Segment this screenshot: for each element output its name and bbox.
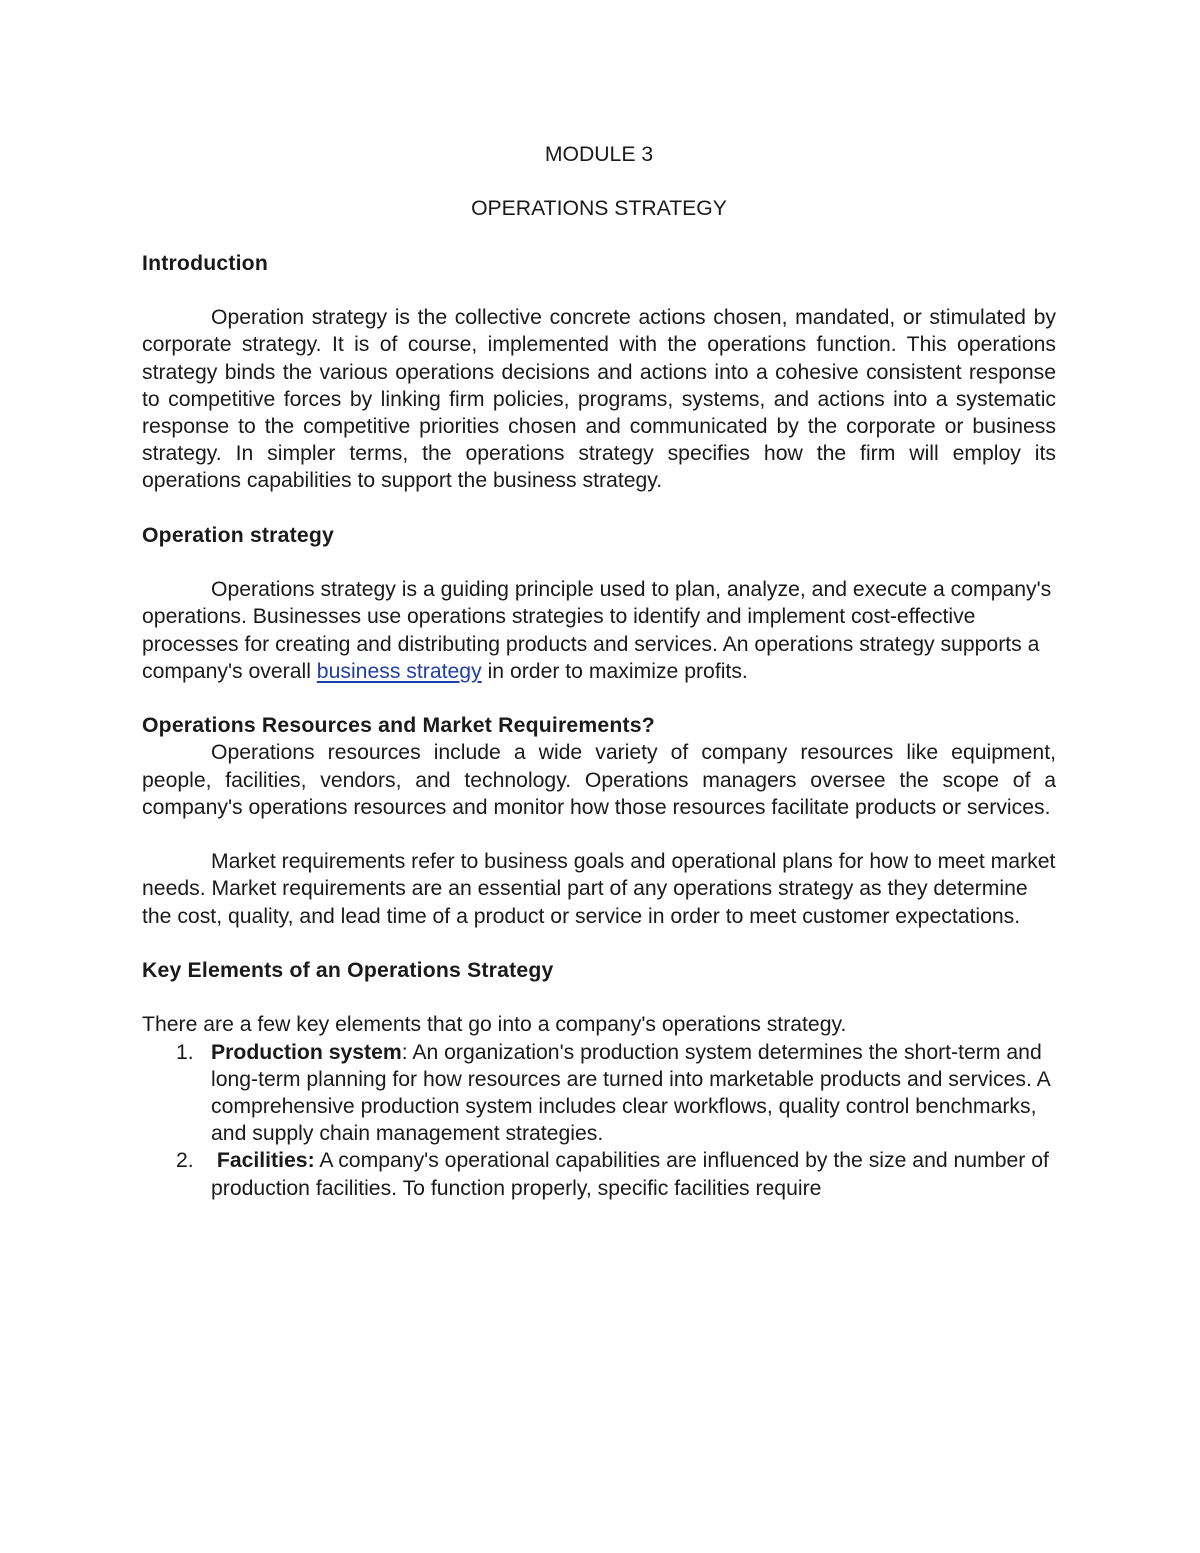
list-item-text: A company's operational capabilities are influenced by the size and number of production facilities. To function properly, specific facilities require (211, 1149, 1049, 1200)
operation-strategy-text-after-link: in order to maximize profits. (481, 659, 748, 683)
operation-strategy-paragraph (142, 576, 1056, 685)
module-title: MODULE 3 (544, 143, 654, 166)
list-item-term: Production system (211, 1040, 402, 1064)
list-item-text: : An organization's production system determines the short-term and long-term planning for how resources are turned into marketable products and services. A comprehensive production system includes clear workflows, quality control benchmarks, and supply chain management strategies. (211, 1040, 1050, 1146)
list-item-term: Facilities: (216, 1149, 315, 1173)
operation-strategy-text-before-link: Operations strategy is a guiding principle used to plan, analyze, and execute a company's operations. Businesses use operations strategies to identify and implement cost-effective processes for creating and distributing products and services. An operations strategy supports a company's overall (142, 578, 1052, 683)
resources-heading: Operations Resources and Market Requirements? (142, 714, 655, 738)
list-item-number: 2. (176, 1149, 194, 1173)
resources-paragraph-1: Operations resources include a wide variety of company resources like equipment, people, facilities, vendors, and technology. Operations managers oversee the scope of a company's operations resources and monitor how those resources facilitate products or services. (142, 741, 1056, 819)
key-elements-list (142, 1039, 1056, 1202)
operation-strategy-heading: Operation strategy (142, 523, 334, 547)
list-item (142, 1147, 1056, 1201)
key-elements-heading: Key Elements of an Operations Strategy (142, 958, 554, 982)
key-elements-intro: There are a few key elements that go into a company's operations strategy. (142, 1013, 847, 1037)
module-subtitle: OPERATIONS STRATEGY (471, 197, 727, 221)
list-item (142, 1039, 1056, 1148)
list-item-number: 1. (176, 1040, 194, 1064)
introduction-paragraph: Operation strategy is the collective concrete actions chosen, mandated, or stimulated by corporate strategy. It is of course, implemented with the operations function. This operations strategy binds the various operations decisions and actions into a cohesive consistent response to competitive forces by linking firm policies, programs, systems, and actions into a systematic response to the competitive priorities chosen and communicated by the corporate or business strategy. In simpler terms, the operations strategy specifies how the firm will employ its operations capabilities to support the business strategy. (142, 306, 1056, 493)
introduction-heading: Introduction (142, 251, 268, 275)
business-strategy-link[interactable]: business strategy (316, 659, 482, 683)
document-body (142, 141, 1056, 1202)
resources-paragraph-2: Market requirements refer to business goals and operational plans for how to meet market needs. Market requirements are an essential part of any operations strategy as they determine the cost, quality, and lead time of a product or service in order to meet customer expectations. (142, 850, 1056, 928)
